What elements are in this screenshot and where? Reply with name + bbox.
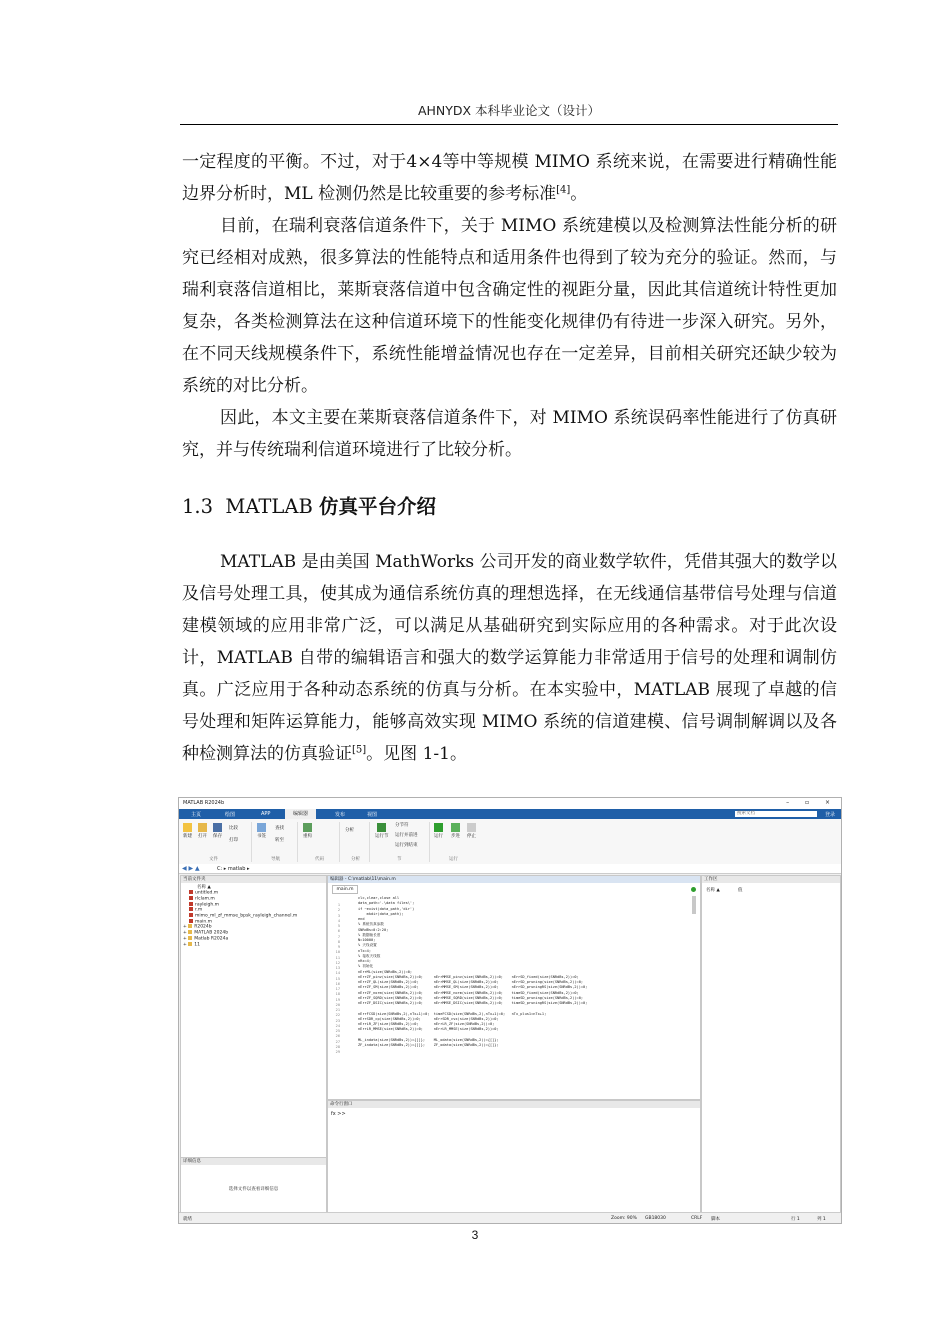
group-run: 运行: [449, 857, 458, 862]
status-encoding: GB18030: [645, 1216, 666, 1221]
m-file-icon: [189, 902, 193, 906]
file-item[interactable]: rayleigh.m: [183, 902, 297, 908]
paragraph-4: MATLAB 是由美国 MathWorks 公司开发的商业数学软件，凭借其强大的数学以及信号处理工具，使其成为通信系统仿真的理想选择，在无线通信基带信号处理与信道建模领域的应用非常广泛，可以满足从基础研究到实际应用的各种需求。对于此次设计，MATLAB 自带的编辑语言和强大的数学运算能力非常适用于信号的处理和调制仿真。广泛应用于各种动态系统的仿真与分析。在本实验中，MATLAB 展现了卓越的信号处理和矩阵运算能力，能够高效实现 MIMO 系统的信道建模、信号调制解调以及各种检测算法的仿真验证[5]。见图 1-1。: [182, 552, 837, 764]
section-heading: 1.3 MATLAB 仿真平台介绍: [182, 495, 436, 518]
goto-button[interactable]: 转至: [275, 838, 284, 843]
status-eol: CRLF: [691, 1216, 703, 1221]
folder-icon: [188, 924, 192, 928]
header-rule: [180, 124, 838, 125]
bookmark-button[interactable]: 书签: [257, 823, 266, 839]
tab-view[interactable]: 视图: [367, 812, 378, 818]
workspace-value-col[interactable]: 值: [738, 888, 743, 893]
line-numbers: 1 2 3 4 5 6 7 8 9 10 11 12 13 14 15 16 17 18 19 20 21 22 23 24 25 26 27 28 29: [335, 903, 340, 1054]
editor-ribbon: [179, 819, 841, 865]
group-section: 节: [397, 857, 402, 862]
run-icon: [434, 823, 443, 832]
matlab-window-title: MATLAB R2024b: [183, 800, 225, 806]
page-header: AHNYDX 本科毕业论文（设计）: [417, 103, 601, 118]
status-ready: 就绪: [183, 1217, 192, 1222]
current-path: C: ▸ matlab ▸: [217, 866, 250, 872]
citation-4: [4]: [556, 184, 571, 196]
folder-item[interactable]: + Matlab R2024a: [183, 936, 229, 942]
status-bar: [179, 1212, 841, 1223]
command-prompt[interactable]: fx >>: [331, 1111, 346, 1117]
nav-arrows-icon[interactable]: ◀ ▶ ▲: [182, 865, 200, 872]
tab-apps[interactable]: APP: [261, 811, 271, 817]
m-file-icon: [189, 896, 193, 900]
tab-home[interactable]: 主页: [191, 812, 202, 818]
save-icon: [213, 823, 222, 832]
m-file-icon: [189, 919, 193, 923]
code-status-ok-icon: [691, 887, 696, 892]
matlab-titlebar: [179, 798, 841, 809]
tab-plots[interactable]: 绘图: [225, 812, 236, 818]
editor-scrollbar[interactable]: [692, 896, 696, 914]
status-col: 列 1: [817, 1217, 826, 1222]
code-area[interactable]: clc,clear,close all data_path='.\data files\'; if ~exist(data_path,'dir') mkdir(data_path); end % 系统仿真参数 SNRdBs=0:2:20; % 数据帧长度 N=10000; % 天线设置 nTx=4; % 接收天线数 nRx=4; % 初始化 nErrML(size(SNRdBs,2))=0; nErrZF_pinv(size(SNRdBs,2))=0; nErrMMSE_pinv(size(SNRdBs,2))=0; nErrSD_fixed(size(SNRdBs,2))=0; nErrZF_QL(size(SNRdBs,2))=0; nErrMMSE_QL(size(SNRdBs,2))=0; nErrSD_pruning(size(SNRdBs,2))=0; nErrZF_SM(size(SNRdBs,2))=0; nErrMMSE_SM(size(SNRdBs,2))=0; nErrSD_pruningRS(size(SNRdBs,2))=0; nErrZF_norm(size(SNRdBs,2))=0; nErrMMSE_norm(size(SNRdBs,2))=0; timeSD_fixed(size(SNRdBs,2))=0; nErrZF_SQRD(size(SNRdBs,2))=0; nErrMMSE_SQRD(size(SNRdBs,2))=0; timeSD_pruning(size(SNRdBs,2))=0; nErrZF_DSIC(size(SNRdBs,2))=0; nErrMMSE_DSIC(size(SNRdBs,2))=0; timeSD_pruningRS(size(SNRdBs,2))=0; nErrFCSD(size(SNRdBs,2),nTx+1)=0; timeFCSD(size(SNRdBs,2),nTx+1)=0; nTx_plus1=nTx+1; nErrSDR_cp(size(SNRdBs,2))=0; nErrSDR_cvx(size(SNRdBs,2))=0; nErrLR_ZF(size(SNRdBs,2))=0; nErrLR_ZF(size(SNRdBs,2))=0; nErrLR_MMSE(size(SNRdBs,2))=0; nErrLR_MMSE(size(SNRdBs,2))=0; ML_indata(size(SNRdBs,2))={[]}; ML_odata(size(SNRdBs,2))={[]}; ZF_indata(size(SNRdBs,2))={[]}; ZF_odata(size(SNRdBs,2))={[]};: [358, 896, 588, 1047]
file-list: [183, 885, 297, 947]
analyze-button[interactable]: 分析: [345, 828, 354, 833]
doc-search-input[interactable]: 搜索文档: [735, 811, 817, 817]
matlab-screenshot: [178, 797, 842, 1224]
stop-icon: [467, 823, 476, 832]
run-to-end-button[interactable]: 运行到结束: [395, 843, 418, 848]
details-panel: [180, 1157, 327, 1213]
status-filetype: 脚本: [711, 1217, 720, 1222]
new-icon: [183, 823, 192, 832]
editor-panel: [327, 875, 701, 1100]
citation-5: [5]: [352, 744, 367, 756]
paragraph-3: 因此，本文主要在莱斯衰落信道条件下，对 MIMO 系统误码率性能进行了仿真研究，并与传统瑞利信道环境进行了比较分析。: [182, 408, 837, 460]
group-navigate: 导航: [271, 857, 280, 862]
m-file-icon: [189, 913, 193, 917]
workspace-name-col[interactable]: 名称 ▲: [706, 888, 720, 893]
paragraph-1: 一定程度的平衡。不过，对于4×4等中等规模 MIMO 系统来说，在需要进行精确性能边界分析时，ML 检测仍然是比较重要的参考标准[4]。: [182, 152, 837, 204]
details-hint: 选择文件以查看详细信息: [228, 1187, 279, 1192]
editor-title: 编辑器 - C:\matlab\11\main.m: [328, 876, 700, 883]
file-item[interactable]: r.m: [183, 907, 297, 913]
compare-button[interactable]: 比较: [229, 826, 238, 831]
open-button[interactable]: 打开: [198, 823, 207, 839]
group-code: 代码: [315, 857, 324, 862]
window-controls[interactable]: – ▫ ×: [786, 799, 837, 806]
workspace-panel: [701, 875, 841, 1213]
address-bar[interactable]: [179, 864, 841, 874]
folder-item[interactable]: + 11: [183, 942, 200, 948]
step-icon: [451, 823, 460, 832]
section-break-button[interactable]: 分节符: [395, 823, 409, 828]
run-section-button[interactable]: 运行节: [375, 823, 389, 839]
status-zoom: Zoom: 90%: [611, 1216, 637, 1221]
command-window: [327, 1100, 701, 1213]
run-section-icon: [377, 823, 386, 832]
folder-open-icon: [198, 823, 207, 832]
folder-item[interactable]: + R2024b: [183, 924, 212, 930]
new-button[interactable]: 新建: [183, 823, 192, 839]
run-advance-button[interactable]: 运行并前进: [395, 833, 418, 838]
folder-icon: [188, 942, 192, 946]
current-folder-title: 当前文件夹: [181, 876, 326, 883]
tab-editor[interactable]: 编辑器: [285, 809, 316, 819]
command-window-title: 命令行窗口: [328, 1101, 700, 1108]
editor-tab-main[interactable]: main.m: [332, 885, 358, 894]
current-folder-panel: [180, 875, 327, 1159]
save-button[interactable]: 保存: [213, 823, 222, 839]
file-item[interactable]: main.m: [183, 919, 297, 925]
folder-icon: [188, 930, 192, 934]
step-button[interactable]: 步进: [451, 823, 460, 839]
details-title: 详细信息: [181, 1158, 326, 1165]
file-item[interactable]: untitled.m: [183, 890, 297, 896]
login-link[interactable]: 登录: [825, 812, 836, 818]
status-row: 行 1: [791, 1217, 800, 1222]
m-file-icon: [189, 907, 193, 911]
group-file: 文件: [209, 857, 218, 862]
folder-icon: [188, 936, 192, 940]
group-analyze: 分析: [351, 857, 360, 862]
file-item[interactable]: mimo_ml_zf_mmse_bpsk_rayleigh_channel.m: [183, 913, 297, 919]
refactor-icon: [303, 823, 312, 832]
name-column-header[interactable]: 名称 ▲: [197, 885, 211, 890]
file-item[interactable]: rlclam.m: [183, 896, 297, 902]
bookmark-icon: [257, 823, 266, 832]
paragraph-2: 目前，在瑞利衰落信道条件下，关于 MIMO 系统建模以及检测算法性能分析的研究已经相对成熟，很多算法的性能特点和适用条件也得到了较为充分的验证。然而，与瑞利衰落信道相比，莱斯衰落信道中包含确定性的视距分量，因此其信道统计特性更加复杂，各类检测算法在这种信道环境下的性能变化规律仍有待进一步深入研究。另外，在不同天线规模条件下，系统性能增益情况也存在一定差异，目前相关研究还缺少较为系统的对比分析。: [182, 216, 837, 396]
matlab-tabbar: [179, 809, 841, 819]
folder-item[interactable]: + MATLAB 2024b: [183, 930, 229, 936]
stop-button[interactable]: 停止: [467, 823, 476, 839]
find-button[interactable]: 查找: [275, 826, 284, 831]
tab-publish[interactable]: 发布: [335, 812, 346, 818]
run-button[interactable]: 运行: [434, 823, 443, 839]
page-number: 3: [471, 1228, 479, 1242]
m-file-icon: [189, 890, 193, 894]
workspace-title: 工作区: [702, 876, 840, 883]
refactor-button[interactable]: 重构: [303, 823, 312, 839]
print-button[interactable]: 打印: [229, 838, 238, 843]
